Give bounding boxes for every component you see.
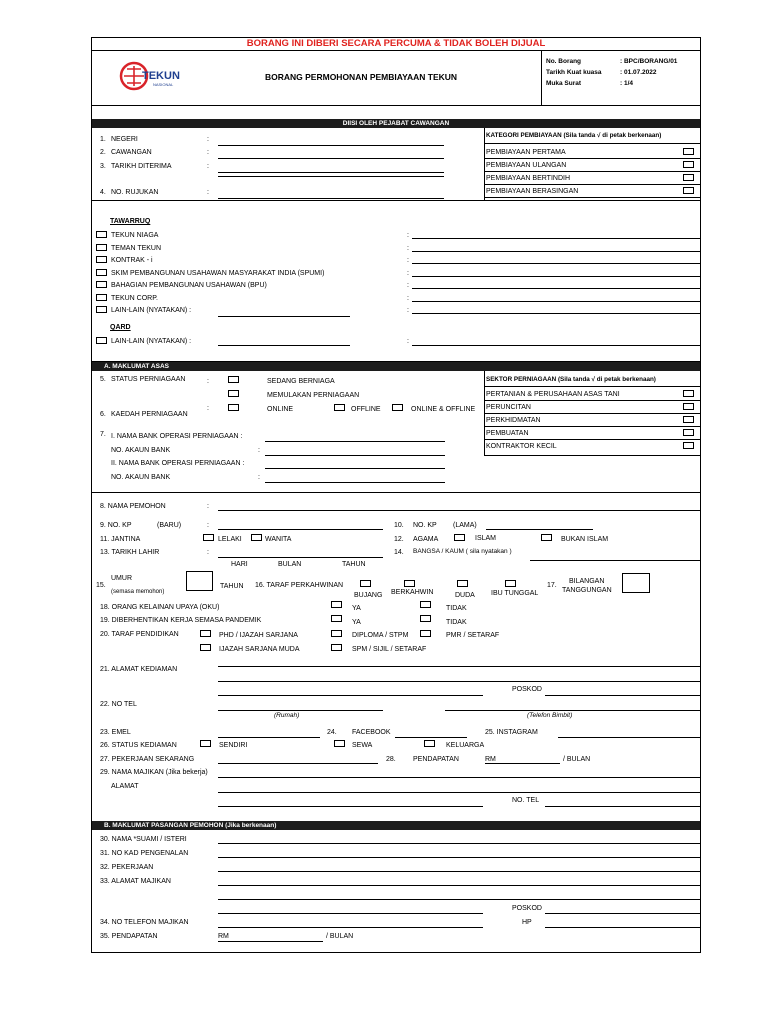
- tawarruq-line[interactable]: [412, 288, 701, 289]
- category-checkbox[interactable]: [683, 187, 694, 194]
- tawarruq-label: TEKUN CORP.: [111, 294, 158, 302]
- duda-label: DUDA: [455, 592, 475, 599]
- tawarruq-title: TAWARRUQ: [110, 218, 151, 225]
- section-a-bar: [92, 362, 700, 371]
- meta-value: : 1/4: [620, 80, 634, 87]
- spouse-field-label: 30. NAMA *SUAMI / ISTERI: [100, 836, 187, 843]
- umur-box[interactable]: [186, 571, 213, 591]
- colon: :: [207, 378, 209, 385]
- hp-label: HP: [522, 919, 532, 926]
- status-memulakan-checkbox[interactable]: [228, 390, 239, 397]
- bangsa-label: BANGSA / KAUM ( sila nyatakan ): [413, 548, 512, 555]
- spouse-field-line[interactable]: [218, 843, 701, 844]
- ijazah-label: IJAZAH SARJANA MUDA: [219, 646, 300, 653]
- meta-label: Muka Surat: [546, 80, 582, 87]
- tanggungan-label: TANGGUNGAN: [562, 587, 612, 594]
- branch-section-bar: [92, 119, 700, 128]
- branch-section-title: DIISI OLEH PEJABAT CAWANGAN: [342, 120, 450, 127]
- sector-label: PERKHIDMATAN: [486, 417, 541, 424]
- bank-1-account-label: NO. AKAUN BANK: [111, 447, 171, 454]
- tawarruq-checkbox[interactable]: [96, 306, 107, 313]
- majikan-tel-spouse-label: 34. NO TELEFON MAJIKAN: [100, 919, 189, 926]
- meta-value: : 01.07.2022: [620, 69, 657, 76]
- sector-checkbox[interactable]: [683, 429, 694, 436]
- logo-text: TEKUN: [142, 70, 180, 82]
- spouse-field-line[interactable]: [218, 871, 701, 872]
- kaedah-both-checkbox[interactable]: [392, 404, 403, 411]
- colon: :: [407, 232, 409, 239]
- kaedah-offline-checkbox[interactable]: [334, 404, 345, 411]
- pendapatan-bulan: / BULAN: [563, 756, 591, 763]
- diploma-label: DIPLOMA / STPM: [352, 632, 409, 639]
- wanita-label: WANITA: [265, 536, 292, 543]
- berkahwin-checkbox[interactable]: [404, 580, 415, 587]
- field-14-no: 14.: [394, 549, 404, 556]
- no-tel-label: 22. NO TEL: [100, 701, 137, 708]
- spouse-bulan: / BULAN: [326, 933, 354, 940]
- kaedah-offline-label: OFFLINE: [351, 406, 381, 413]
- pendidikan-label: 20. TARAF PENDIDIKAN: [100, 631, 179, 638]
- bujang-label: BUJANG: [354, 592, 383, 599]
- colon: :: [207, 136, 209, 143]
- tawarruq-label: TEKUN NIAGA: [111, 232, 159, 239]
- sector-checkbox[interactable]: [683, 390, 694, 397]
- tawarruq-label: LAIN-LAIN (NYATAKAN) :: [111, 307, 192, 314]
- umur-tahun-label: TAHUN: [220, 583, 244, 590]
- section-b-bar: [92, 821, 700, 830]
- spouse-field-label: 32. PEKERJAAN: [100, 864, 154, 871]
- bank-2-name-label: II. NAMA BANK OPERASI PERNIAGAAN :: [111, 460, 245, 467]
- field-24-no: 24.: [327, 729, 337, 736]
- tarikh-lahir-label: 13. TARIKH LAHIR: [100, 549, 160, 556]
- pmr-checkbox[interactable]: [420, 630, 431, 637]
- colon: :: [407, 244, 409, 252]
- diploma-checkbox[interactable]: [331, 630, 342, 637]
- colon: :: [407, 257, 409, 264]
- sewa-checkbox[interactable]: [334, 740, 345, 747]
- tanggungan-box[interactable]: [622, 573, 650, 593]
- bank-1-name-label: I. NAMA BANK OPERASI PERNIAGAAN :: [111, 433, 243, 440]
- branch-field-label: NEGERI: [111, 136, 138, 143]
- tawarruq-line[interactable]: [412, 301, 701, 302]
- colon: :: [207, 503, 209, 510]
- bukan-islam-checkbox[interactable]: [541, 534, 552, 541]
- bukan-islam-label: BUKAN ISLAM: [561, 536, 609, 543]
- oku-tidak-label: TIDAK: [446, 605, 467, 612]
- rumah-label: (Rumah): [274, 712, 300, 719]
- branch-field-line[interactable]: [218, 172, 444, 173]
- row-divider: [484, 197, 701, 198]
- field-no: 3.: [100, 163, 106, 170]
- form-title: BORANG PERMOHONAN PEMBIAYAAN TEKUN: [265, 72, 458, 82]
- oku-ya-label: YA: [352, 605, 361, 612]
- bujang-checkbox[interactable]: [360, 580, 371, 587]
- spouse-field-line[interactable]: [218, 857, 701, 858]
- sector-checkbox[interactable]: [683, 416, 694, 423]
- row-divider: [484, 426, 701, 427]
- duda-checkbox[interactable]: [457, 580, 468, 587]
- tawarruq-checkbox[interactable]: [96, 231, 107, 238]
- taraf-perkahwinan-label: 16. TARAF PERKAHWINAN: [255, 582, 344, 589]
- bilangan-label: BILANGAN: [569, 578, 605, 585]
- row-divider: [484, 158, 701, 159]
- tawarruq-checkbox[interactable]: [96, 244, 107, 251]
- pendapatan-label: PENDAPATAN: [413, 756, 459, 763]
- pandemik-tidak-checkbox[interactable]: [420, 615, 431, 622]
- status-kediaman-label: 26. STATUS KEDIAMAN: [100, 742, 177, 749]
- bulan-label: BULAN: [278, 561, 302, 568]
- meta-label: Tarikh Kuat kuasa: [546, 69, 602, 76]
- colon: :: [407, 282, 409, 289]
- sector-checkbox[interactable]: [683, 403, 694, 410]
- row-divider: [484, 400, 701, 401]
- qard-title: QARD: [110, 324, 131, 331]
- sector-label: PERTANIAN & PERUSAHAAN ASAS TANI: [486, 391, 620, 398]
- category-title: KATEGORI PEMBIAYAAN (Sila tanda √ di petak berkenaan): [486, 132, 662, 139]
- oku-ya-checkbox[interactable]: [331, 601, 342, 608]
- pmr-label: PMR / SETARAF: [446, 632, 500, 639]
- sector-checkbox[interactable]: [683, 442, 694, 449]
- islam-checkbox[interactable]: [454, 534, 465, 541]
- status-sedang-checkbox[interactable]: [228, 376, 239, 383]
- pendapatan-rm: RM: [485, 756, 496, 763]
- lelaki-label: LELAKI: [218, 536, 242, 543]
- tawarruq-line[interactable]: [412, 251, 701, 252]
- ibu-tunggal-label: IBU TUNGGAL: [491, 590, 539, 597]
- baru-label: (BARU): [157, 522, 182, 529]
- field-7-no: 7.: [100, 431, 106, 438]
- majikan-tel-label: NO. TEL: [512, 797, 540, 804]
- spouse-field-line[interactable]: [218, 885, 701, 886]
- qard-line[interactable]: [218, 345, 350, 346]
- branch-field-line[interactable]: [218, 158, 444, 159]
- phd-checkbox[interactable]: [200, 630, 211, 637]
- colon: :: [207, 405, 209, 412]
- keluarga-label: KELUARGA: [446, 742, 485, 749]
- colon: :: [407, 294, 409, 302]
- field-12-no: 12.: [394, 536, 404, 543]
- category-checkbox[interactable]: [683, 161, 694, 168]
- logo-subtext: NASIONAL: [153, 82, 174, 87]
- tawarruq-line[interactable]: [412, 276, 701, 277]
- category-checkbox[interactable]: [683, 148, 694, 155]
- status-memulakan-label: MEMULAKAN PERNIAGAAN: [267, 392, 360, 399]
- pandemik-tidak-label: TIDAK: [446, 619, 467, 626]
- umur-label: UMUR: [111, 575, 132, 582]
- category-label: PEMBIAYAAN BERASINGAN: [486, 188, 579, 195]
- berkahwin-label: BERKAHWIN: [391, 589, 434, 596]
- lama-label: (LAMA): [453, 522, 477, 529]
- tawarruq-label: SKIM PEMBANGUNAN USAHAWAN MASYARAKAT INDIA (SPUMI): [111, 269, 325, 277]
- sector-title: SEKTOR PERNIAGAAN (Sila tanda √ di petak berkenaan): [486, 376, 656, 383]
- colon: :: [407, 269, 409, 277]
- keluarga-checkbox[interactable]: [424, 740, 435, 747]
- tawarruq-label: KONTRAK - i: [111, 257, 153, 264]
- field-no: 4.: [100, 189, 106, 196]
- islam-label: ISLAM: [475, 535, 497, 542]
- tawarruq-checkbox[interactable]: [96, 256, 107, 263]
- field-10-no: 10.: [394, 522, 404, 529]
- sector-label: KONTRAKTOR KECIL: [486, 443, 557, 450]
- lain-lain-line[interactable]: [218, 316, 350, 317]
- row-divider: [484, 439, 701, 440]
- category-label: PEMBIAYAAN PERTAMA: [486, 149, 566, 156]
- kaedah-online-label: ONLINE: [267, 406, 294, 413]
- sector-label: PEMBUATAN: [486, 430, 529, 437]
- tawarruq-checkbox[interactable]: [96, 281, 107, 288]
- qard-line-2[interactable]: [412, 345, 701, 346]
- kaedah-perniagaan-label: KAEDAH PERNIAGAAN: [111, 411, 188, 418]
- hari-label: HARI: [231, 561, 248, 568]
- field-no: 2.: [100, 149, 106, 156]
- pandemik-ya-label: YA: [352, 619, 361, 626]
- meta-label: No. Borang: [546, 58, 582, 65]
- branch-field-line[interactable]: [218, 176, 444, 177]
- tekun-logo: [116, 56, 198, 96]
- sector-label: PERUNCITAN: [486, 404, 531, 411]
- section-a-title: A. MAKLUMAT ASAS: [104, 363, 169, 370]
- spouse-field-label: 33. ALAMAT MAJIKAN: [100, 878, 171, 885]
- branch-field-line[interactable]: [218, 145, 444, 146]
- lelaki-checkbox[interactable]: [203, 534, 214, 541]
- umur-note: (semasa memohon): [111, 589, 165, 595]
- free-notice: BORANG INI DIBERI SECARA PERCUMA & TIDAK BOLEH DIJUAL: [246, 38, 546, 49]
- qard-checkbox[interactable]: [96, 337, 107, 344]
- wanita-checkbox[interactable]: [251, 534, 262, 541]
- kaedah-both-label: ONLINE & OFFLINE: [411, 406, 476, 413]
- form-frame: [91, 37, 701, 953]
- spouse-field-label: 31. NO KAD PENGENALAN: [100, 850, 189, 857]
- row-divider: [484, 171, 701, 172]
- colon: :: [258, 447, 260, 454]
- row-divider: [484, 413, 701, 414]
- section-b-title: B. MAKLUMAT PASANGAN PEMOHON (Jika berkenaan): [104, 822, 277, 829]
- field-15-no: 15.: [96, 582, 106, 589]
- colon: :: [207, 549, 209, 556]
- spouse-field-line[interactable]: [218, 899, 701, 900]
- instagram-label: 25. INSTAGRAM: [485, 729, 538, 736]
- meta-value: : BPC/BORANG/01: [620, 58, 678, 65]
- branch-field-label: NO. RUJUKAN: [111, 189, 159, 196]
- agama-label: AGAMA: [413, 536, 439, 543]
- nama-pemohon-label: 8. NAMA PEMOHON: [100, 503, 166, 510]
- jantina-label: 11. JANTINA: [100, 536, 141, 543]
- sewa-label: SEWA: [352, 742, 373, 749]
- colon: :: [207, 149, 209, 156]
- row-divider: [484, 184, 701, 185]
- field-28-no: 28.: [386, 756, 396, 763]
- alamat-kediaman-label: 21. ALAMAT KEDIAMAN: [100, 666, 178, 673]
- emel-label: 23. EMEL: [100, 729, 131, 736]
- pekerjaan-label: 27. PEKERJAAN SEKARANG: [100, 756, 195, 763]
- spm-label: SPM / SIJIL / SETARAF: [352, 646, 427, 653]
- colon: :: [258, 474, 260, 481]
- tawarruq-line[interactable]: [412, 238, 701, 239]
- field-no: 1.: [100, 136, 106, 143]
- phd-label: PHD / IJAZAH SARJANA: [219, 632, 298, 639]
- sendiri-label: SENDIRI: [219, 742, 248, 749]
- field-5-no: 5.: [100, 376, 106, 383]
- tahun-label: TAHUN: [342, 561, 366, 568]
- field-6-no: 6.: [100, 411, 106, 418]
- oku-tidak-checkbox[interactable]: [420, 601, 431, 608]
- branch-field-label: TARIKH DITERIMA: [111, 163, 172, 170]
- tawarruq-label: TEMAN TEKUN: [111, 244, 162, 252]
- branch-field-label: CAWANGAN: [111, 149, 152, 156]
- tawarruq-checkbox[interactable]: [96, 294, 107, 301]
- tawarruq-checkbox[interactable]: [96, 269, 107, 276]
- spouse-rm: RM: [218, 933, 229, 940]
- colon: :: [407, 307, 409, 314]
- bimbit-label: (Telefon Bimbit): [527, 712, 573, 719]
- ibu-tunggal-checkbox[interactable]: [505, 580, 516, 587]
- alamat-majikan-label: ALAMAT: [111, 783, 139, 790]
- colon: :: [407, 338, 409, 345]
- spouse-pendapatan-label: 35. PENDAPATAN: [100, 933, 158, 940]
- poskod-label: POSKOD: [512, 686, 542, 693]
- status-sedang-label: SEDANG BERNIAGA: [267, 378, 335, 385]
- colon: :: [207, 189, 209, 196]
- spouse-poskod-label: POSKOD: [512, 905, 542, 912]
- pandemik-label: 19. DIBERHENTIKAN KERJA SEMASA PANDEMIK: [100, 617, 262, 624]
- colon: :: [207, 522, 209, 529]
- field-17-no: 17.: [547, 582, 557, 589]
- tawarruq-line[interactable]: [412, 263, 701, 264]
- tawarruq-line[interactable]: [412, 313, 701, 314]
- qard-label: LAIN-LAIN (NYATAKAN) :: [111, 338, 192, 345]
- bank-2-account-label: NO. AKAUN BANK: [111, 474, 171, 481]
- status-perniagaan-label: STATUS PERNIAGAAN: [111, 376, 186, 383]
- facebook-label: FACEBOOK: [352, 729, 391, 736]
- no-kp-lama-label: NO. KP: [413, 522, 437, 529]
- category-label: PEMBIAYAAN ULANGAN: [486, 162, 567, 169]
- branch-field-line[interactable]: [218, 198, 444, 199]
- nama-majikan-label: 29. NAMA MAJIKAN (Jika bekerja): [100, 769, 208, 776]
- category-checkbox[interactable]: [683, 174, 694, 181]
- category-label: PEMBIAYAAN BERTINDIH: [486, 175, 571, 182]
- no-kp-baru-label: 9. NO. KP: [100, 522, 132, 529]
- pandemik-ya-checkbox[interactable]: [331, 615, 342, 622]
- oku-label: 18. ORANG KELAINAN UPAYA (OKU): [100, 604, 220, 611]
- colon: :: [207, 163, 209, 170]
- kaedah-online-checkbox[interactable]: [228, 404, 239, 411]
- tawarruq-label: BAHAGIAN PEMBANGUNAN USAHAWAN (BPU): [111, 282, 267, 289]
- spm-checkbox[interactable]: [331, 644, 342, 651]
- ijazah-checkbox[interactable]: [200, 644, 211, 651]
- sendiri-checkbox[interactable]: [200, 740, 211, 747]
